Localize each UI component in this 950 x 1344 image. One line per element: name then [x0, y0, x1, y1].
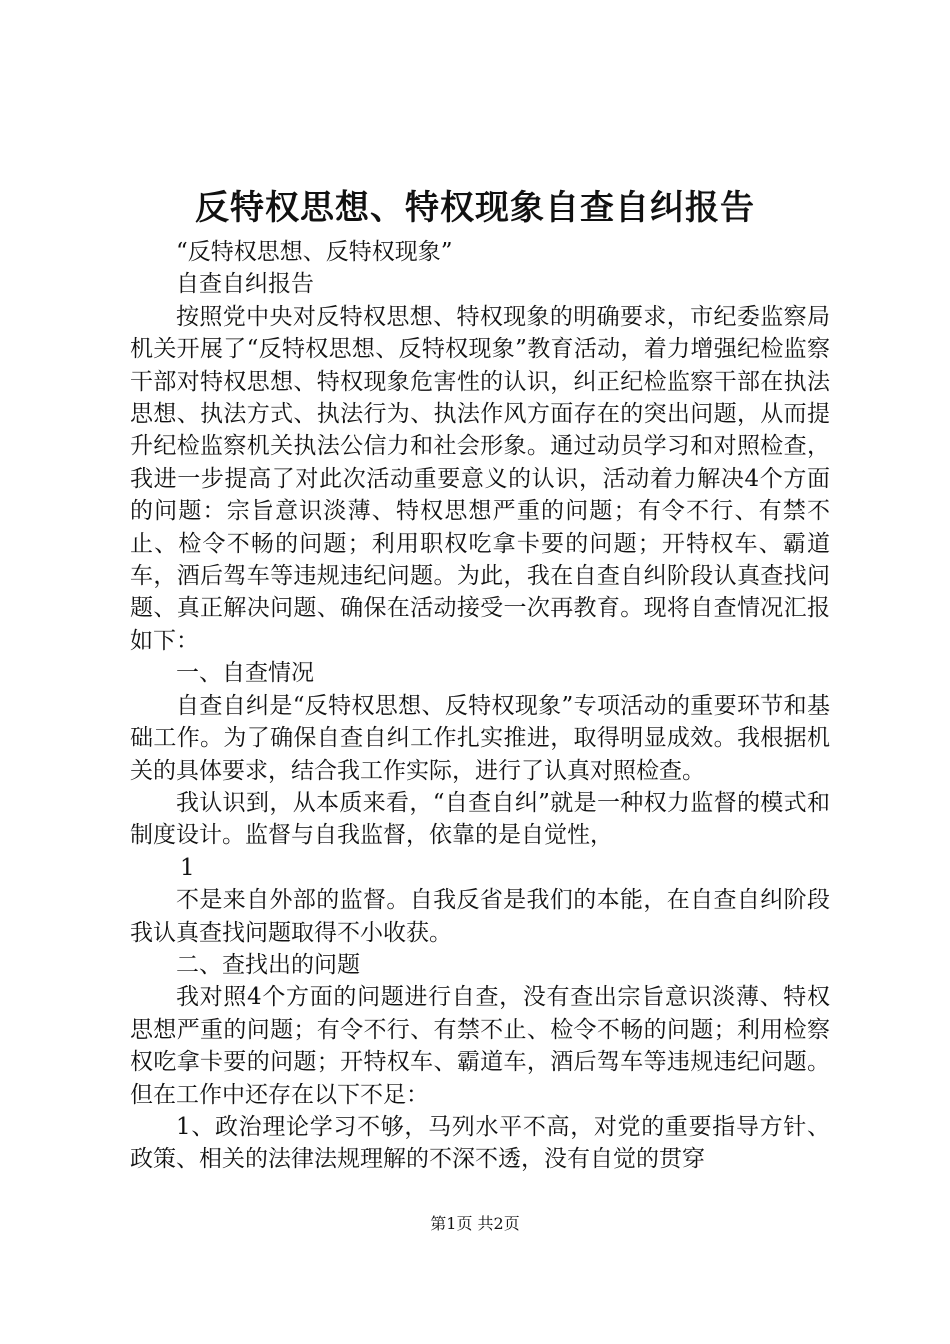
- paragraph-problems: 我对照4个方面的问题进行自查，没有查出宗旨意识淡薄、特权思想严重的问题；有令不行、有禁不止、检令不畅的问题；利用检察权吃拿卡要的问题；开特权车、霸道车，酒后驾车等违规违纪问题。但在工作中还存在以下不足：: [130, 984, 830, 1108]
- paragraph-reflection: 不是来自外部的监督。自我反省是我们的本能，在自查自纠阶段我认真查找问题取得不小收获。: [130, 887, 830, 946]
- subtitle-line-1: “反特权思想、反特权现象”: [176, 239, 453, 265]
- page-footer: 第1页 共2页: [430, 1214, 520, 1233]
- paragraph-self-check: 自查自纠是“反特权思想、反特权现象”专项活动的重要环节和基础工作。为了确保自查自纠工作扎实推进，取得明显成效。我根据机关的具体要求，结合我工作实际，进行了认真对照检查。: [130, 692, 830, 784]
- document-body: [130, 236, 830, 1176]
- paragraph-awareness: 我认识到，从本质来看，“自查自纠”就是一种权力监督的模式和制度设计。监督与自我监督，依靠的是自觉性，: [130, 789, 830, 849]
- section-heading-2: 二、查找出的问题: [176, 951, 360, 978]
- inline-page-number: 1: [180, 854, 195, 881]
- subtitle-line-2: 自查自纠报告: [176, 271, 314, 298]
- paragraph-item-1: 1、政治理论学习不够，马列水平不高，对党的重要指导方针、政策、相关的法律法规理解的不深不透，没有自觉的贯穿: [130, 1113, 830, 1173]
- paragraph-intro: 按照党中央对反特权思想、特权现象的明确要求，市纪委监察局机关开展了“反特权思想、反特权现象”教育活动，着力增强纪检监察干部对特权思想、特权现象危害性的认识，纠正纪检监察干部在执法思想、执法方式、执法行为、执法作风方面存在的突出问题，从而提升纪检监察机关执法公信力和社会形象。通过动员学习和对照检查，我进一步提高了对此次活动重要意义的认识，活动着力解决4个方面的问题：宗旨意识淡薄、特权思想严重的问题；有令不行、有禁不止、检令不畅的问题；利用职权吃拿卡要的问题；开特权车、霸道车，酒后驾车等违规违纪问题。为此，我在自查自纠阶段认真查找问题、真正解决问题、确保在活动接受一次再教育。现将自查情况汇报如下：: [130, 303, 830, 654]
- section-heading-1: 一、自查情况: [176, 660, 314, 687]
- document-title: 反特权思想、特权现象自查自纠报告: [195, 188, 755, 228]
